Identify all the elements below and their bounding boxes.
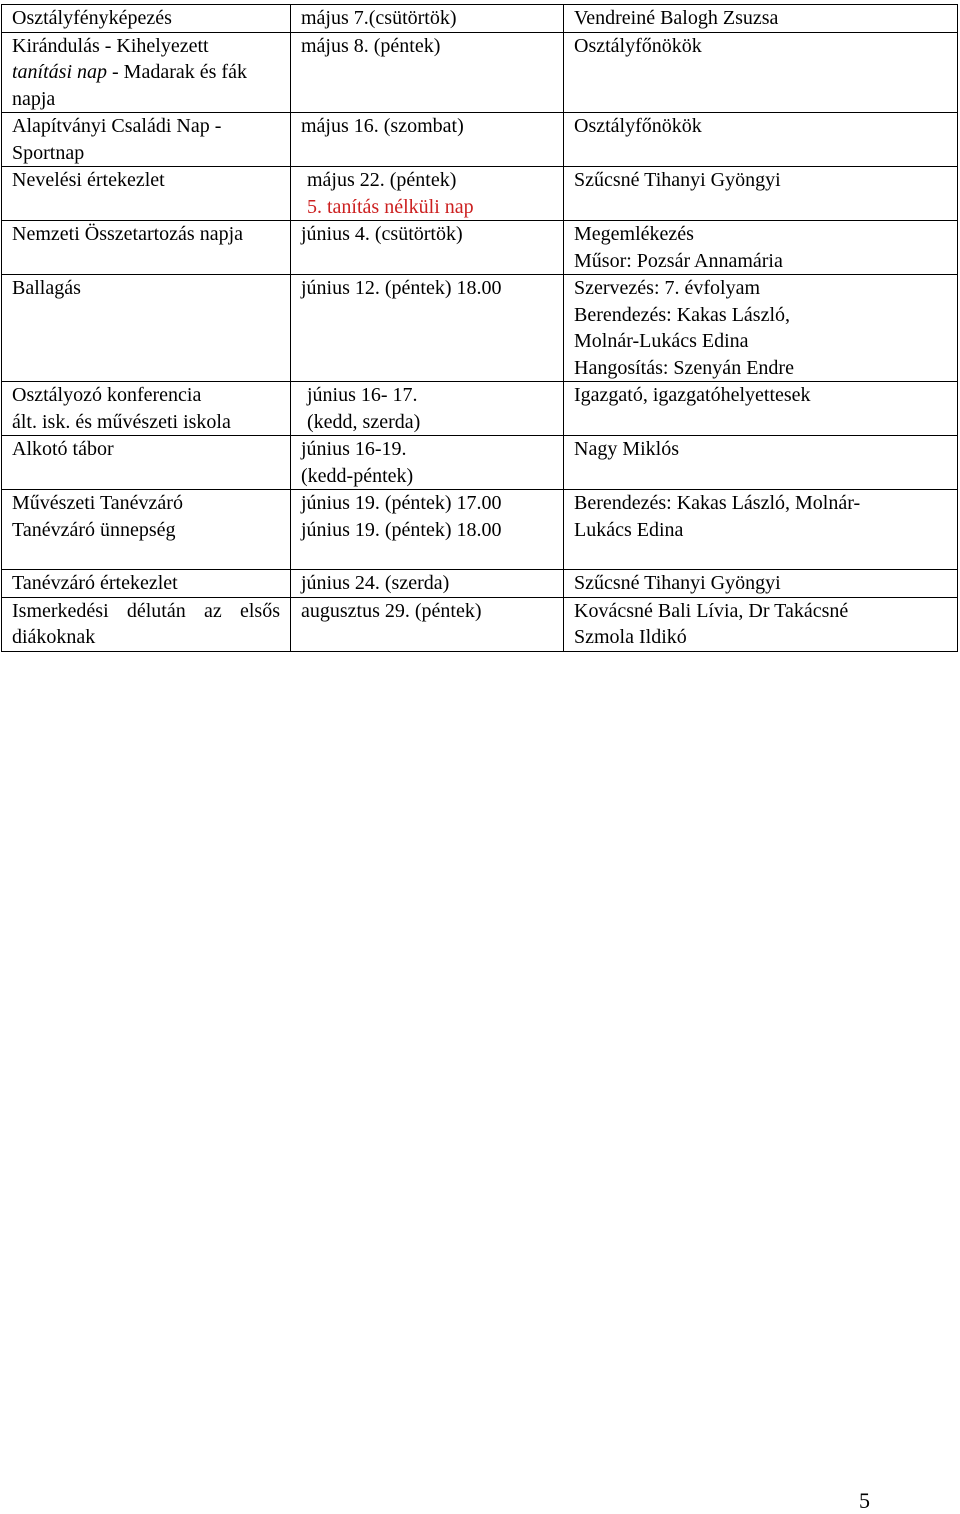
event-cell xyxy=(2,275,291,382)
responsible-cell xyxy=(564,5,958,33)
date-cell xyxy=(291,5,564,33)
date-cell xyxy=(291,382,564,436)
responsible-text: Hangosítás: Szenyán Endre xyxy=(574,356,794,379)
event-cell xyxy=(2,113,291,167)
date-text: (kedd-péntek) xyxy=(301,464,414,487)
table-row xyxy=(2,167,958,221)
responsible-text: Kovácsné Bali Lívia, Dr Takácsné xyxy=(574,599,849,622)
event-text: Tanévzáró ünnepség xyxy=(12,518,176,541)
responsible-cell xyxy=(564,113,958,167)
event-cell xyxy=(2,490,291,570)
table-row xyxy=(2,5,958,33)
event-text-italic: tanítási nap xyxy=(12,61,108,83)
event-cell xyxy=(2,32,291,113)
responsible-text: Molnár-Lukács Edina xyxy=(574,330,749,352)
responsible-text: Szűcsné Tihanyi Gyöngyi xyxy=(574,169,781,191)
event-text: Kirándulás - Kihelyezett xyxy=(12,34,209,57)
date-text: május 16. (szombat) xyxy=(301,115,464,137)
responsible-text: Műsor: Pozsár Annamária xyxy=(574,249,783,272)
responsible-cell xyxy=(564,597,958,651)
responsible-cell xyxy=(564,275,958,382)
date-text: június 16- 17. xyxy=(307,384,418,406)
responsible-text: Szmola Ildikó xyxy=(574,626,687,648)
table-row xyxy=(2,382,958,436)
schedule-table xyxy=(1,4,958,652)
responsible-text: Berendezés: Kakas László, Molnár- xyxy=(574,492,861,514)
table-row xyxy=(2,597,958,651)
event-text: ált. isk. és művészeti iskola xyxy=(12,410,231,433)
date-text: június 24. (szerda) xyxy=(301,572,450,594)
responsible-cell xyxy=(564,221,958,275)
date-cell xyxy=(291,436,564,490)
responsible-text: Igazgató, igazgatóhelyettesek xyxy=(574,384,811,406)
event-text: Tanévzáró értekezlet xyxy=(12,572,178,594)
date-text: május 7.(csütörtök) xyxy=(301,7,457,29)
page-number: 5 xyxy=(859,1488,870,1513)
date-text: június 12. (péntek) 18.00 xyxy=(301,277,502,299)
event-text: diákoknak xyxy=(12,626,96,648)
date-cell xyxy=(291,490,564,570)
event-text: Nemzeti Összetartozás napja xyxy=(12,223,244,245)
event-text: Ballagás xyxy=(12,277,81,299)
responsible-text: Nagy Miklós xyxy=(574,438,679,460)
responsible-cell xyxy=(564,490,958,570)
table-row xyxy=(2,570,958,598)
table-row xyxy=(2,436,958,490)
event-text: Sportnap xyxy=(12,141,85,164)
date-text: június 16-19. xyxy=(301,438,407,460)
date-cell xyxy=(291,597,564,651)
event-cell xyxy=(2,167,291,221)
date-text: május 22. (péntek) xyxy=(307,169,457,191)
responsible-cell xyxy=(564,436,958,490)
table-row xyxy=(2,275,958,382)
date-cell xyxy=(291,221,564,275)
date-text: május 8. (péntek) xyxy=(301,34,441,57)
date-text: június 19. (péntek) 18.00 xyxy=(301,518,502,541)
responsible-cell xyxy=(564,570,958,598)
date-text: (kedd, szerda) xyxy=(307,410,421,433)
event-text: - Madarak és fák xyxy=(107,61,247,83)
responsible-text: Osztályfőnökök xyxy=(574,34,702,57)
event-cell xyxy=(2,221,291,275)
date-cell xyxy=(291,32,564,113)
event-text: Művészeti Tanévzáró xyxy=(12,492,183,514)
date-text: június 19. (péntek) 17.00 xyxy=(301,492,502,514)
no-teaching-day-note: 5. tanítás nélküli nap xyxy=(307,195,474,218)
date-cell xyxy=(291,570,564,598)
event-cell xyxy=(2,570,291,598)
event-cell xyxy=(2,597,291,651)
table-row xyxy=(2,113,958,167)
event-cell xyxy=(2,382,291,436)
responsible-text: Megemlékezés xyxy=(574,223,694,245)
event-text: napja xyxy=(12,87,56,110)
responsible-text: Berendezés: Kakas László, xyxy=(574,303,791,326)
event-text: Alkotó tábor xyxy=(12,438,114,460)
event-cell xyxy=(2,5,291,33)
date-cell xyxy=(291,275,564,382)
date-cell xyxy=(291,167,564,221)
table-row xyxy=(2,32,958,113)
responsible-cell xyxy=(564,167,958,221)
responsible-text: Vendreiné Balogh Zsuzsa xyxy=(574,7,779,29)
date-text: június 4. (csütörtök) xyxy=(301,223,463,245)
responsible-cell xyxy=(564,382,958,436)
responsible-text: Szervezés: 7. évfolyam xyxy=(574,277,761,299)
table-row xyxy=(2,221,958,275)
event-text: Nevelési értekezlet xyxy=(12,169,165,191)
responsible-text: Szűcsné Tihanyi Gyöngyi xyxy=(574,572,781,594)
date-text: augusztus 29. (péntek) xyxy=(301,599,482,622)
event-text: Alapítványi Családi Nap - xyxy=(12,115,222,137)
responsible-text: Osztályfőnökök xyxy=(574,115,702,137)
date-cell xyxy=(291,113,564,167)
responsible-text: Lukács Edina xyxy=(574,518,684,541)
event-text: Osztályozó konferencia xyxy=(12,384,202,406)
event-text: Osztályfényképezés xyxy=(12,7,172,29)
event-cell xyxy=(2,436,291,490)
event-text: Ismerkedési délután az elsős xyxy=(12,599,280,622)
table-row xyxy=(2,490,958,570)
responsible-cell xyxy=(564,32,958,113)
